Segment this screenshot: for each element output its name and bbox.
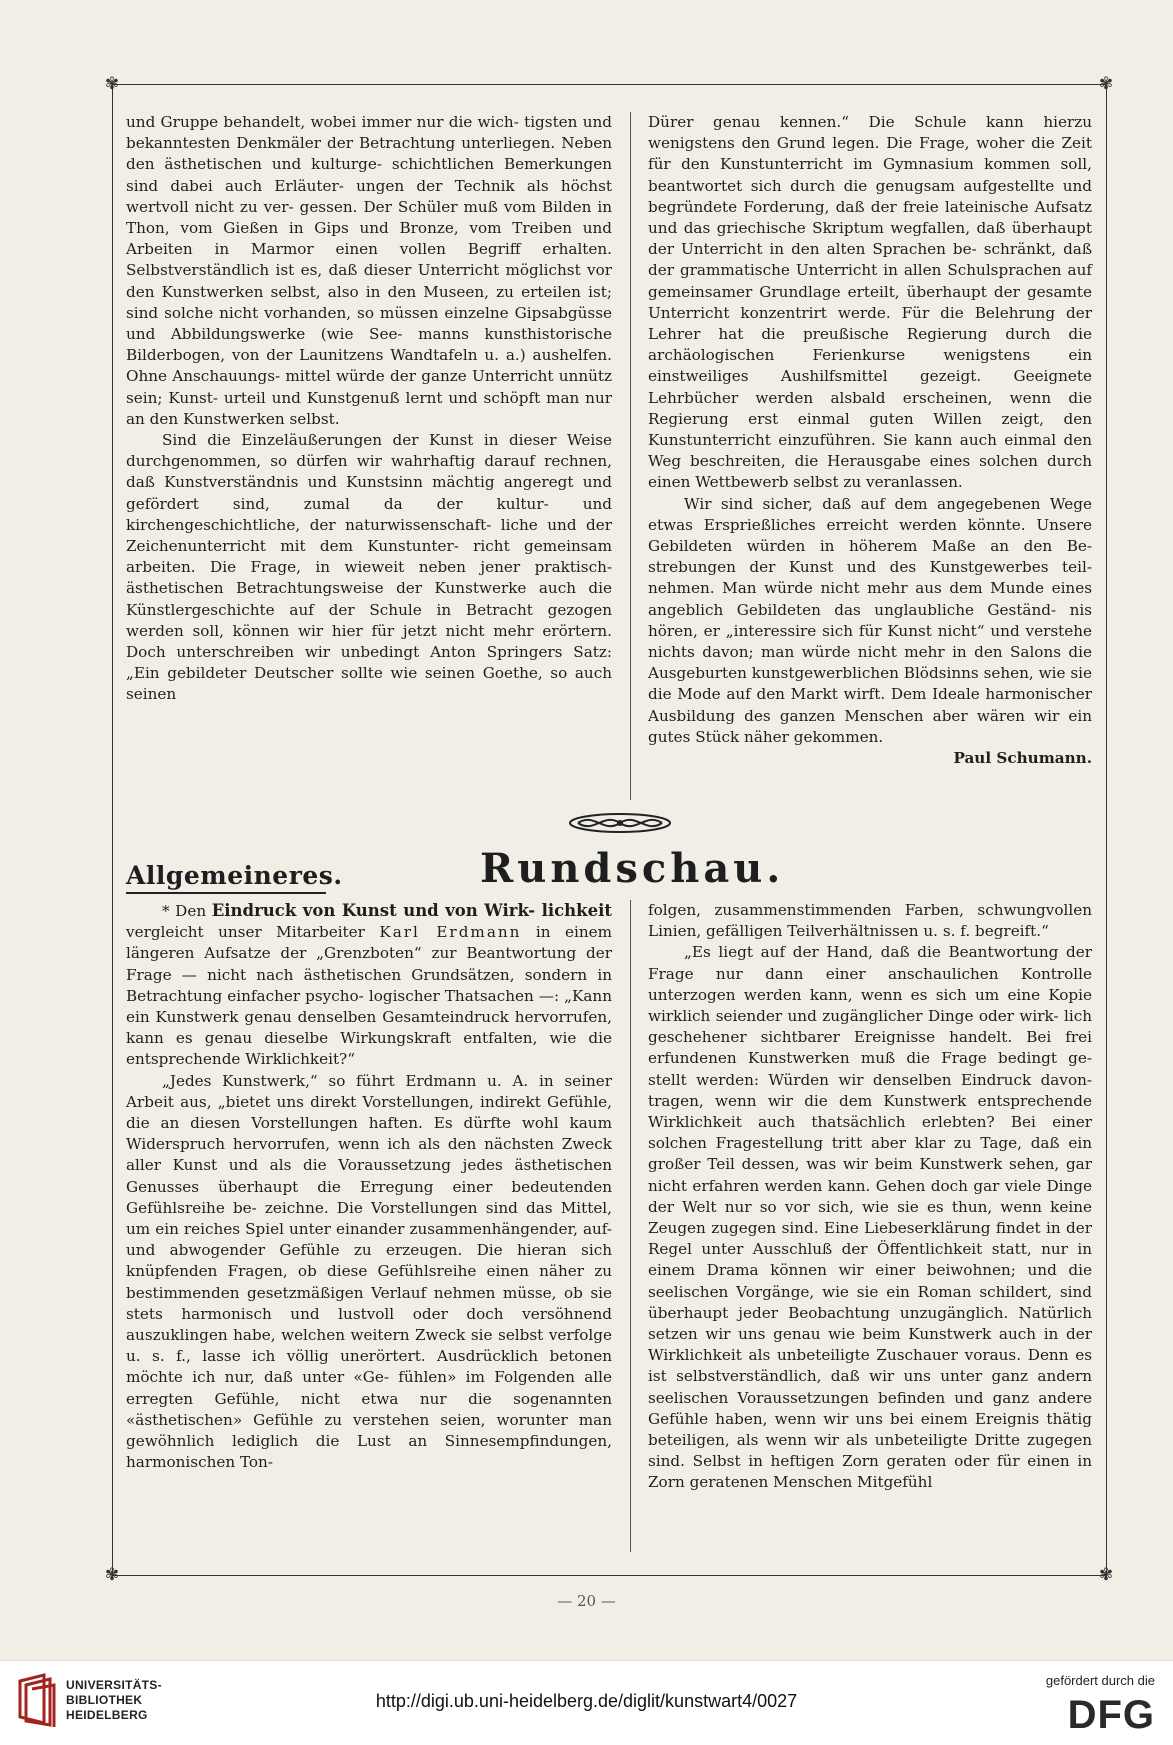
section-title: Rundschau. — [480, 845, 785, 892]
ornamental-divider-icon — [564, 810, 676, 836]
corner-ornament-icon: ✾ — [1098, 1565, 1114, 1585]
university-name-line: HEIDELBERG — [66, 1708, 148, 1722]
paragraph: „Es liegt auf der Hand, daß die Beantwortung der Frage nur dann einer anschaulichen Kontrolle unterzogen werden kann, wenn es sich um eine Kopie wirklich seiender und zugänglicher Dinge oder wirk- lich geschehener sichtbarer Ereignisse handelt. Bei frei erfundenen Kunstwerken muß die Frage bedingt ge- stellt werden: Würden wir denselben Eindruck davon- tragen, wenn wir die dem Kunstwerk entsprechende Wirklichkeit auch thatsächlich erlebten? Bei einer solchen Fragestellung tritt aber klar zu Tage, daß ein großer Teil dessen, was wir beim Kunstwerk sehen, gar nicht erfahren werden kann. Gehen doch gar viele Dinge der Welt nur so vor sich, wie sie es thun, wenn keine Zeugen zugegen sind. Eine Liebeserklärung findet in der Regel unter Ausschluß der Öffentlichkeit statt, nur in einem Drama können wir einer beiwohnen; und die seelischen Vorgänge, wie sie ein Roman schildert, sind überhaupt jeder Beobachtung unzugänglich. Natürlich setzen wir uns genau wie beim Kunstwerk auch in der Wirklichkeit als unbeteiligte Zuschauer voraus. Denn es ist selbstverständlich, daß wir uns unter ganz andern seelischen Voraussetzungen befinden und ganz andere Gefühle haben, wenn wir uns bei einem Ereignis thätig beteiligen, als wenn wir als unbeteiligte Dritte zugegen sind. Selbst in heftigen Zorn geraten oder für einen in Zorn geratenen Menschen Mitgefühl — [648, 943, 1092, 1492]
corner-ornament-icon: ✾ — [104, 74, 120, 94]
article-column-bottom-right — [648, 900, 1092, 1494]
lead-text: vergleicht unser Mitarbeiter — [126, 923, 365, 942]
article-column-bottom-left — [126, 900, 612, 1473]
page-number: — 20 — — [557, 1592, 616, 1610]
university-name-line: BIBLIOTHEK — [66, 1693, 143, 1707]
column-separator-bottom — [630, 900, 631, 1552]
funder-label: gefördert durch die — [1045, 1673, 1155, 1688]
paragraph: „Jedes Kunstwerk,“ so führt Erdmann u. A. in seiner Arbeit aus, „bietet uns direkt Vorstellungen, indirekt Gefühle, die an diesen Vorstellungen haften. Es dürfte wohl kaum Widerspruch hervorrufen, wenn ich als den nächsten Zweck aller Kunst und als die Voraussetzung jedes ästhetischen Genusses überhaupt die Erregung einer bedeutenden Gefühlsreihe be- zeichne. Die Vorstellungen sind das Mittel, um ein reiches Spiel unter einander zusammenhängender, auf- und abwogender Gefühle zu erzeugen. Die hieran sich knüpfenden Fragen, ob diese Gefühlsreihe einen näher zu bestimmenden gesetzmäßigen Verlauf nehmen müsse, ob sie stets harmonisch und lustvoll oder doch versöhnend auszuklingen habe, welchen weitern Zweck sie selbst verfolge u. s. f., lasse ich völlig unerörtert. Ausdrücklich betonen möchte ich nur, daß unter «Ge- fühlen» im Folgenden alle erregten Gefühle, nicht etwa nur die sogenannten «ästhetischen» Gefühle zu verstehen seien, worunter man gewöhnlich lediglich die Lust an Sinnesempfindungen, harmonischen Ton- — [126, 1071, 612, 1472]
permalink-url[interactable]: http://digi.ub.uni-heidelberg.de/diglit/kunstwart4/0027 — [375, 1691, 798, 1711]
paragraph: Sind die Einzeläußerungen der Kunst in dieser Weise durchgenommen, so dürfen wir wahrhaftig darauf rechnen, daß Kunstverständnis und Kunstsinn mächtig angeregt und gefördert sind, zumal da der kultur- und kirchengeschichtliche, der naturwissenschaft- liche und der Zeichenunterricht mit dem Kunstunter- richt gemeinsam arbeiten. Die Frage, in wieweit neben jener praktisch-ästhetischen Betrachtungsweise der Kunstwerke auch die Künstlergeschichte auf der Schule in Betracht gezogen werden soll, können wir hier für jetzt nicht mehr erörtern. Doch unterschreiben wir unbedingt Anton Springers Satz: „Ein gebildeter Deutscher sollte wie seinen Goethe, so auch seinen — [126, 431, 612, 704]
author-signature: Paul Schumann. — [953, 749, 1092, 768]
lead-den: Den — [175, 902, 207, 920]
section-label: Allgemeineres. — [126, 862, 326, 894]
paragraph: Wir sind sicher, daß auf dem angegebenen Wege etwas Ersprießliches erreicht werden könnte. Unsere Gebildeten würden in höherem Maße an den Be- strebungen der Kunst und des Kunstgewerbes teil- nehmen. Man würde nicht mehr aus dem Munde eines angeblich Gebildeten das unglaubliche Geständ- nis hören, er „interessire sich für Kunst nicht“ und verstehe nichts davon; man würde nicht mehr in den Salons die Ausgeburten kunstgewerblichen Blödsinns sehen, wie sie die Mode auf den Markt wirft. Dem Ideale harmonischer Ausbildung des ganzen Menschen aber wären wir ein gutes Stück näher gekommen. — [648, 494, 1092, 746]
paragraph: und Gruppe behandelt, wobei immer nur die wich- tigsten und bekanntesten Denkmäler der Betrachtung unterliegen. Neben den ästhetischen und kulturge- schichtlichen Bemerkungen sind dabei auch Erläuter- ungen der Technik als höchst wertvoll nicht zu ver- gessen. Der Schüler muß vom Bilden in Thon, vom Gießen in Gips und Bronze, vom Treiben und Arbeiten in Marmor einen vollen Begriff erhalten. Selbstverständlich ist es, daß dieser Unterricht möglichst vor den Kunstwerken selbst, also in den Museen, zu erteilen ist; sind solche nicht vorhanden, so müssen einzelne Gipsabgüsse und Abbildungswerke (wie See- manns kunsthistorische Bilderbogen, von der Launitzens Wandtafeln u. a.) aushelfen. Ohne Anschauungs- mittel würde der ganze Unterricht unnütz sein; Kunst- urteil und Kunstgenuß lernt und schöpft man nur an den Kunstwerken selbst. — [126, 113, 612, 428]
lead-text-continued: in einem längeren Aufsatze der „Grenzboten“ zur Beantwortung der Frage — nicht nach ästhetischen Grundsätzen, sondern in Betrachtung einfacher psycho- logischer Thatsachen —: „Kann ein Kunstwerk genau denselben Gesamteindruck hervorrufen, kann es genau dieselbe Wirkungskraft entfalten, wie die entsprechende Wirklichkeit?“ — [126, 923, 613, 1069]
frame-right-rule — [1106, 84, 1107, 1575]
digitization-footer — [0, 1660, 1173, 1745]
frame-top-rule — [112, 84, 1107, 85]
frame-left-rule — [112, 84, 113, 1575]
dfg-logo: DFG — [1067, 1693, 1155, 1737]
article-headline: Eindruck von Kunst und von Wirk- lichkeit — [211, 901, 612, 920]
frame-bottom-rule — [112, 1575, 1107, 1576]
university-name-line: UNIVERSITÄTS- — [66, 1678, 162, 1692]
corner-ornament-icon: ✾ — [1098, 74, 1114, 94]
article-column-top-left — [126, 112, 612, 706]
author-name: Karl Erdmann — [379, 923, 522, 942]
asterisk-marker: * — [162, 902, 170, 920]
paragraph: folgen, zusammenstimmenden Farben, schwungvollen Linien, gefälligen Teilverhältnissen u. s. f. begreift.“ — [648, 901, 1092, 941]
article-column-top-right — [648, 112, 1092, 769]
paragraph: Dürer genau kennen.“ Die Schule kann hierzu wenigstens den Grund legen. Die Frage, woher die Zeit für den Kunstunterricht im Gymnasium kommen soll, beantwortet sich durch die genugsam aufgestellte und begründete Forderung, daß der freie lateinische Aufsatz und das griechische Skriptum wegfallen, daß überhaupt der Unterricht in den alten Sprachen be- schränkt, daß der grammatische Unterricht in allen Schulsprachen auf gemeinsamer Grundlage erteilt, überhaupt der gesamte Unterricht konzentrirt werde. Für die Belehrung der Lehrer hat die preußische Regierung durch die archäologischen Ferienkurse wenigstens ein einstweiliges Aushilfsmittel gezeigt. Geeignete Lehrbücher werden alsbald erscheinen, wenn die Regierung erst einmal guten Willen zeigt, den Kunstunterricht einzuführen. Sie kann auch einmal den Weg beschreiten, die Herausgabe eines solchen durch einen Wettbewerb selbst zu veranlassen. — [648, 113, 1092, 492]
lead-paragraph — [126, 900, 612, 1071]
column-separator-top — [630, 112, 631, 800]
corner-ornament-icon: ✾ — [104, 1565, 120, 1585]
